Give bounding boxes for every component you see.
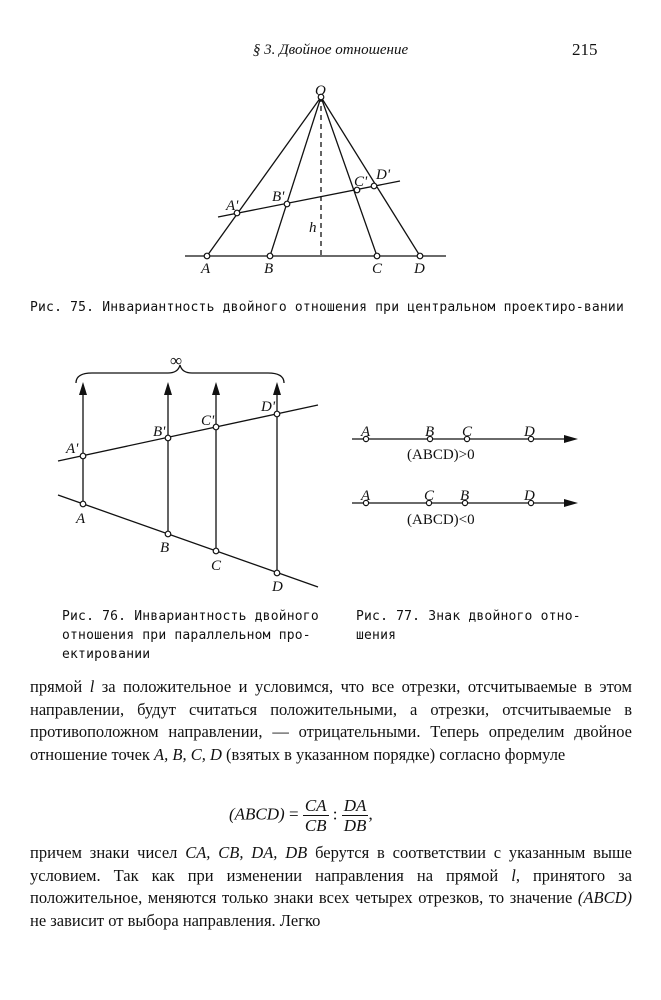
- figure-77-sign: [0, 415, 661, 555]
- label-D: D: [272, 579, 283, 595]
- paragraph-1: прямой l за положительное и условимся, что все отрезки, отсчитываемые в этом направлении, будут считаться положительными, а отрезки, отсчитываемые в противоположном направлении, — отрицательными. Теперь определим двойное отношение точек A, B, C, D (взятых в указанном порядке) согласно формуле: [30, 677, 632, 764]
- fraction-CA-CB: $\frac{CA}{CB}$: [304, 796, 327, 835]
- l1-label-B: B: [425, 424, 435, 440]
- label-A-prime: A': [66, 441, 79, 457]
- label-A-prime: A': [226, 198, 239, 214]
- l1-label-A: A: [361, 424, 371, 440]
- l2-label-B: B: [460, 488, 470, 504]
- ray-OC: [321, 97, 377, 256]
- label-C: C: [211, 558, 222, 574]
- cross-ratio-formula: (ABCD) = $\frac{CA}{CB}$ : $\frac{DA}{DB}$ ,: [229, 796, 373, 835]
- label-D-prime: D': [376, 167, 391, 183]
- arrowhead-B: [164, 382, 172, 395]
- point-B-prime: [284, 201, 290, 207]
- relation-negative: (ABCD)<0: [407, 512, 475, 528]
- l2-label-A: A: [361, 488, 371, 504]
- page-number: 215: [572, 40, 598, 59]
- point-C: [374, 253, 380, 259]
- label-B: B: [264, 261, 274, 277]
- label-C-prime: C': [201, 413, 215, 429]
- figure-77-caption: Рис. 77. Знак двойного отно-шения: [356, 609, 581, 643]
- l1-label-D: D: [524, 424, 535, 440]
- label-O: O: [315, 83, 326, 99]
- figure-76-caption: Рис. 76. Инвариантность двойного отношения при параллельном про-ектировании: [62, 609, 319, 662]
- l1-label-C: C: [462, 424, 473, 440]
- label-A: A: [201, 261, 211, 277]
- point-D: [274, 570, 280, 576]
- label-D: D: [414, 261, 425, 277]
- paragraph-2: причем знаки чисел CA, CB, DA, DB берутся в соответствии с указанным выше условием. Так как при изменении направления на прямой l, принятого за положительное, меняются только знаки всех четырех отрезков, то значение (ABCD) не зависит от выбора направления. Легко: [30, 843, 633, 930]
- figure-75-caption: Рис. 75. Инвариантность двойного отношения при центральном проектиро-вании: [30, 300, 624, 315]
- label-A: A: [76, 511, 86, 527]
- l2-label-C: C: [424, 488, 435, 504]
- running-header: § 3. Двойное отношение: [252, 42, 409, 58]
- label-infinity: ∞: [170, 351, 183, 370]
- label-B-prime: B': [153, 424, 166, 440]
- arrowhead-negative: [564, 499, 578, 507]
- ray-OA: [207, 97, 321, 256]
- arrowhead-A: [79, 382, 87, 395]
- point-B: [267, 253, 273, 259]
- label-D-prime: D': [261, 399, 276, 415]
- relation-positive: (ABCD)>0: [407, 447, 475, 463]
- label-h: h: [309, 220, 317, 236]
- arrowhead-D: [273, 382, 281, 395]
- figure-75-central-projection: [0, 0, 661, 290]
- point-D: [417, 253, 423, 259]
- label-B: B: [160, 540, 170, 556]
- point-A: [204, 253, 210, 259]
- arrowhead-C: [212, 382, 220, 395]
- arrowhead-positive: [564, 435, 578, 443]
- l2-label-D: D: [524, 488, 535, 504]
- label-C-prime: C': [354, 174, 368, 190]
- ray-OD: [321, 97, 420, 256]
- label-C: C: [372, 261, 383, 277]
- fraction-DA-DB: $\frac{DA}{DB}$: [343, 796, 367, 835]
- label-B-prime: B': [272, 189, 285, 205]
- point-D-prime: [371, 183, 377, 189]
- formula-lhs: (ABCD): [229, 804, 285, 824]
